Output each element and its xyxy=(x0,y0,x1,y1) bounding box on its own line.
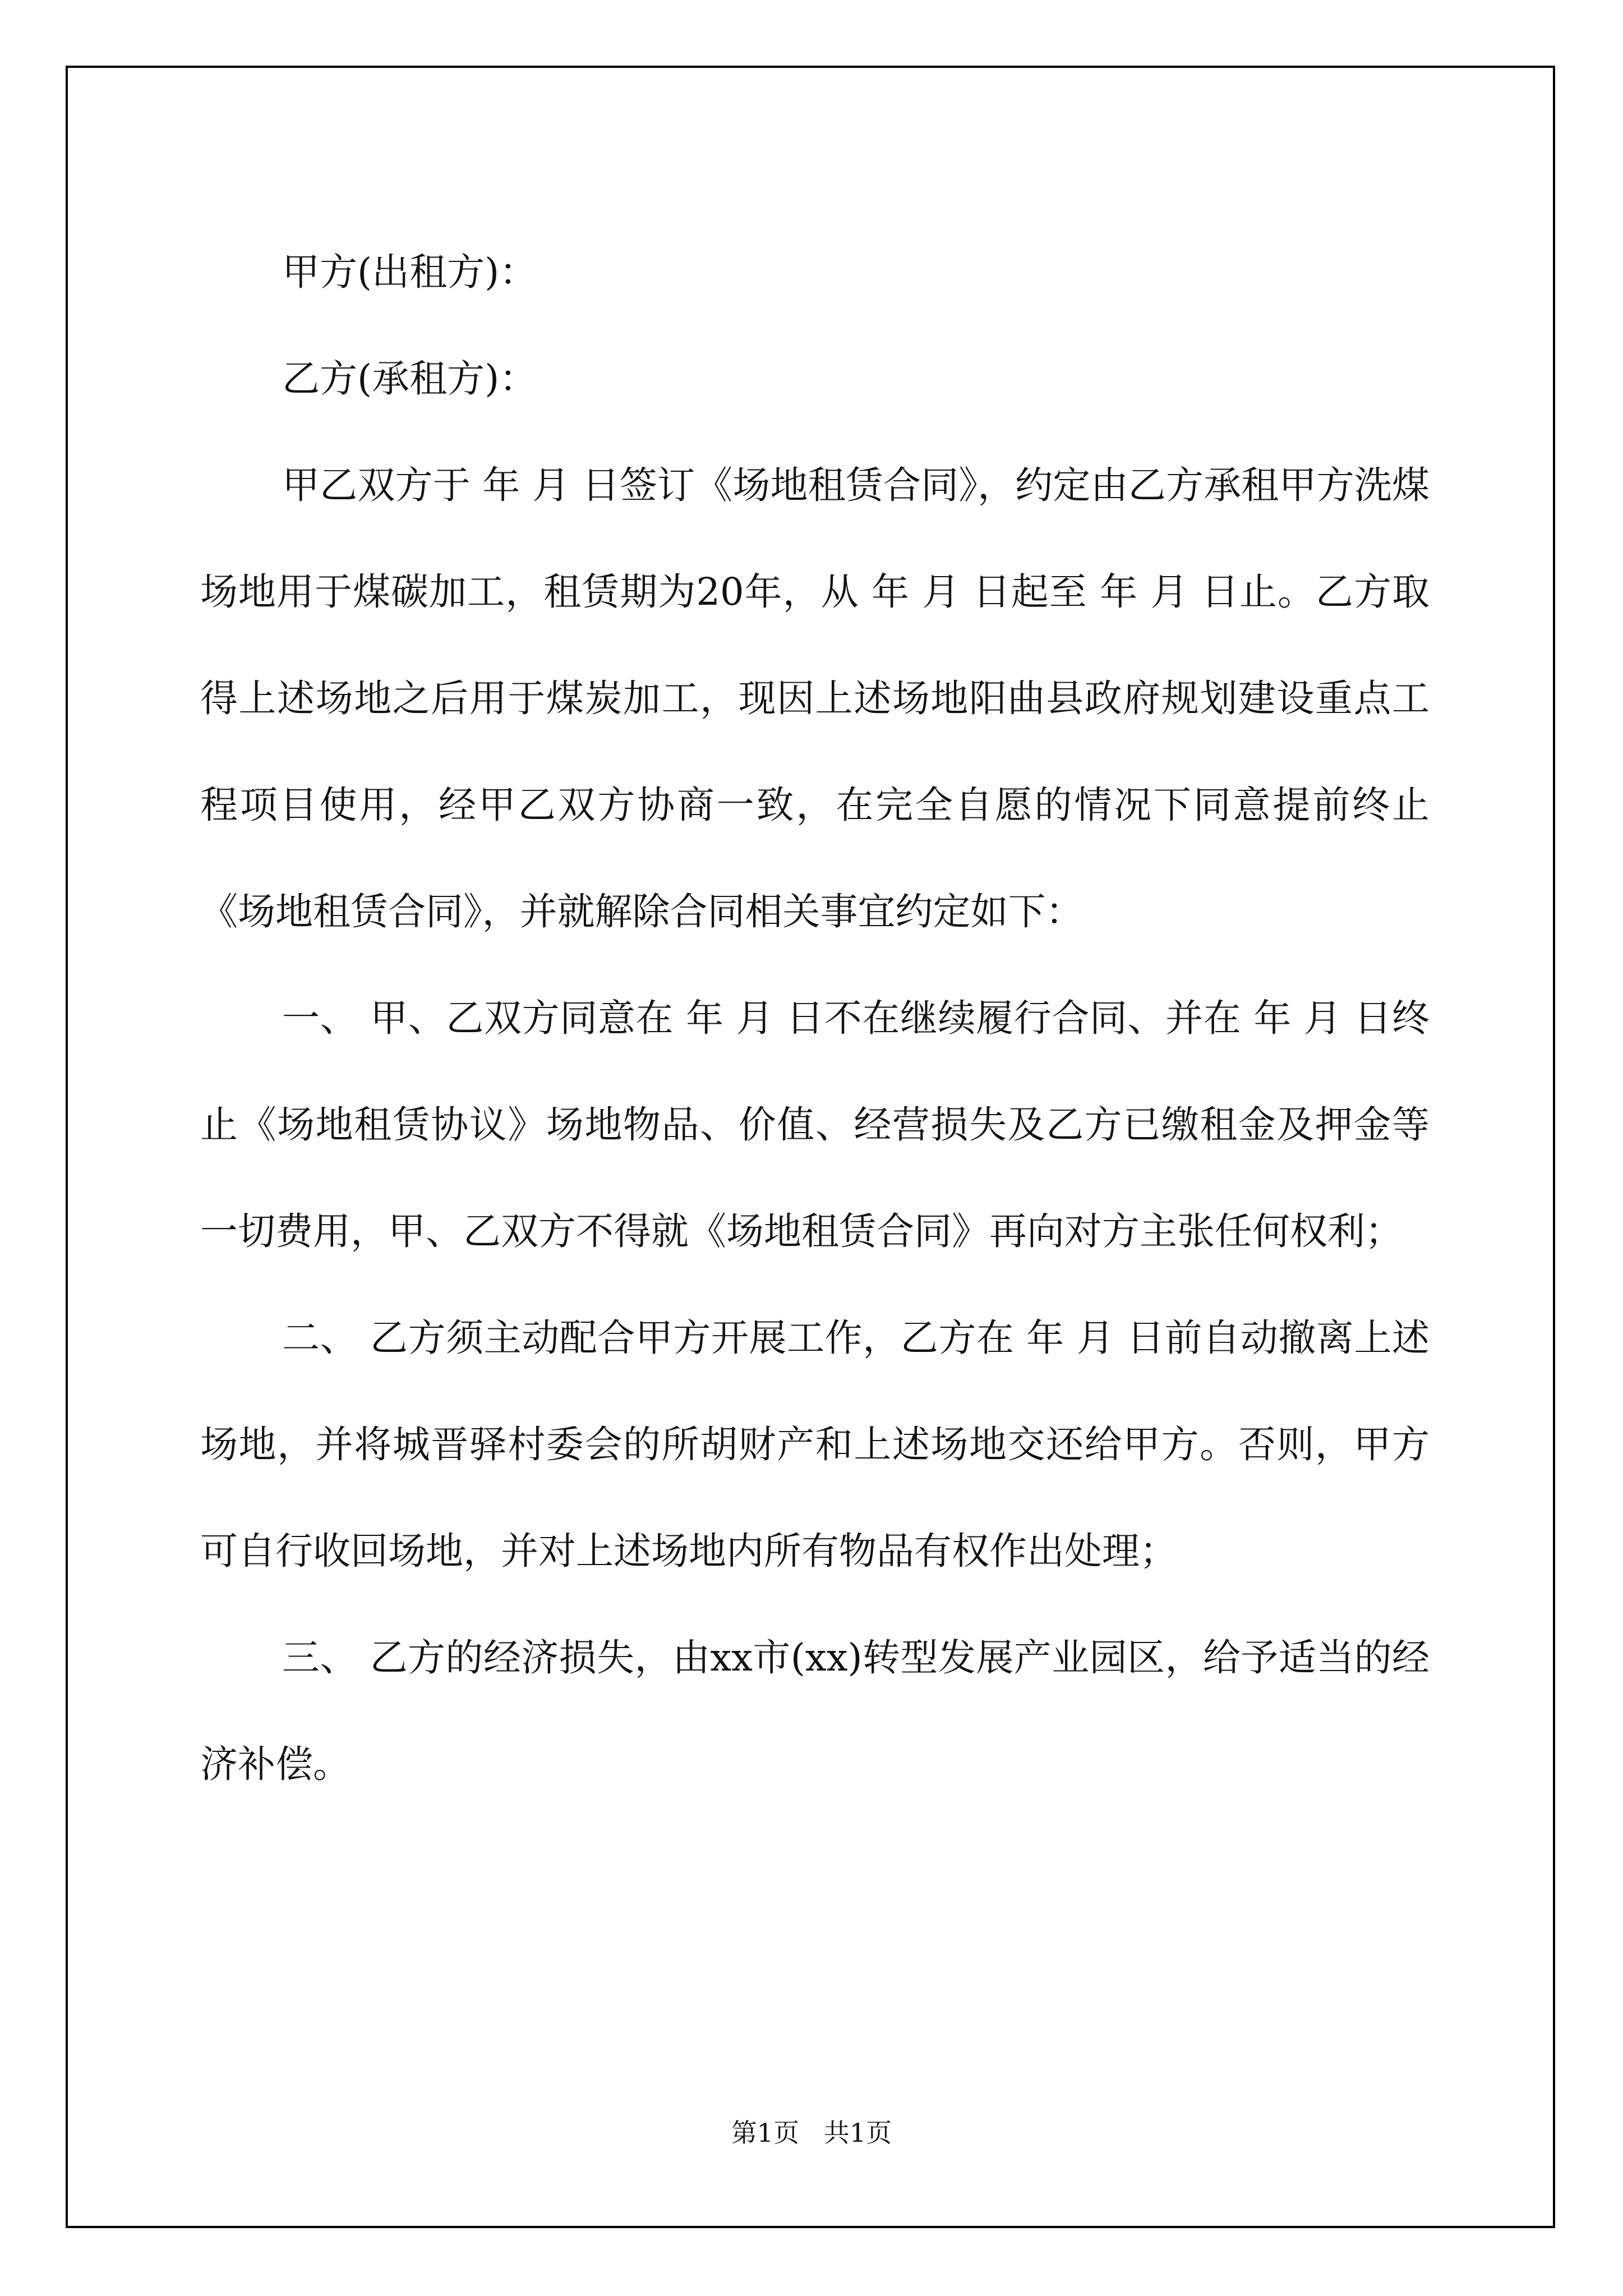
document-body xyxy=(200,219,1430,1818)
party-a-line: 甲方(出租方)： xyxy=(282,250,537,294)
intro-paragraph: 甲乙双方于 年 月 日签订《场地租赁合同》，约定由乙方承租甲方洗煤场地用于煤碳加工，租赁期为20年，从 年 月 日起至 年 月 日止。乙方取得上述场地之后用于煤炭加工，现因上述场地阳曲县政府规划建设重点工程项目使用，经甲乙双方协商一致，在完全自愿的情况下同意提前终止《场地租赁合同》，并就解除合同相关事宜约定如下： xyxy=(200,463,1430,933)
clause-two: 二、 乙方须主动配合甲方开展工作，乙方在 年 月 日前自动撤离上述场地，并将城晋驿村委会的所胡财产和上述场地交还给甲方。否则，甲方可自行收回场地，并对上述场地内所有物品有权作出处理； xyxy=(200,1316,1430,1573)
clause-three: 三、 乙方的经济损失，由xx市(xx)转型发展产业园区，给予适当的经济补偿。 xyxy=(200,1636,1430,1786)
clause-one: 一、 甲、乙双方同意在 年 月 日不在继续履行合同、并在 年 月 日终止《场地租赁协议》场地物品、价值、经营损失及乙方已缴租金及押金等一切费用，甲、乙双方不得就《场地租赁合同》再向对方主张任何权利； xyxy=(200,996,1430,1253)
party-b-line: 乙方(承租方)： xyxy=(282,357,537,401)
page-number: 第1页 共1页 xyxy=(731,2118,892,2148)
page-footer xyxy=(0,2116,1623,2150)
